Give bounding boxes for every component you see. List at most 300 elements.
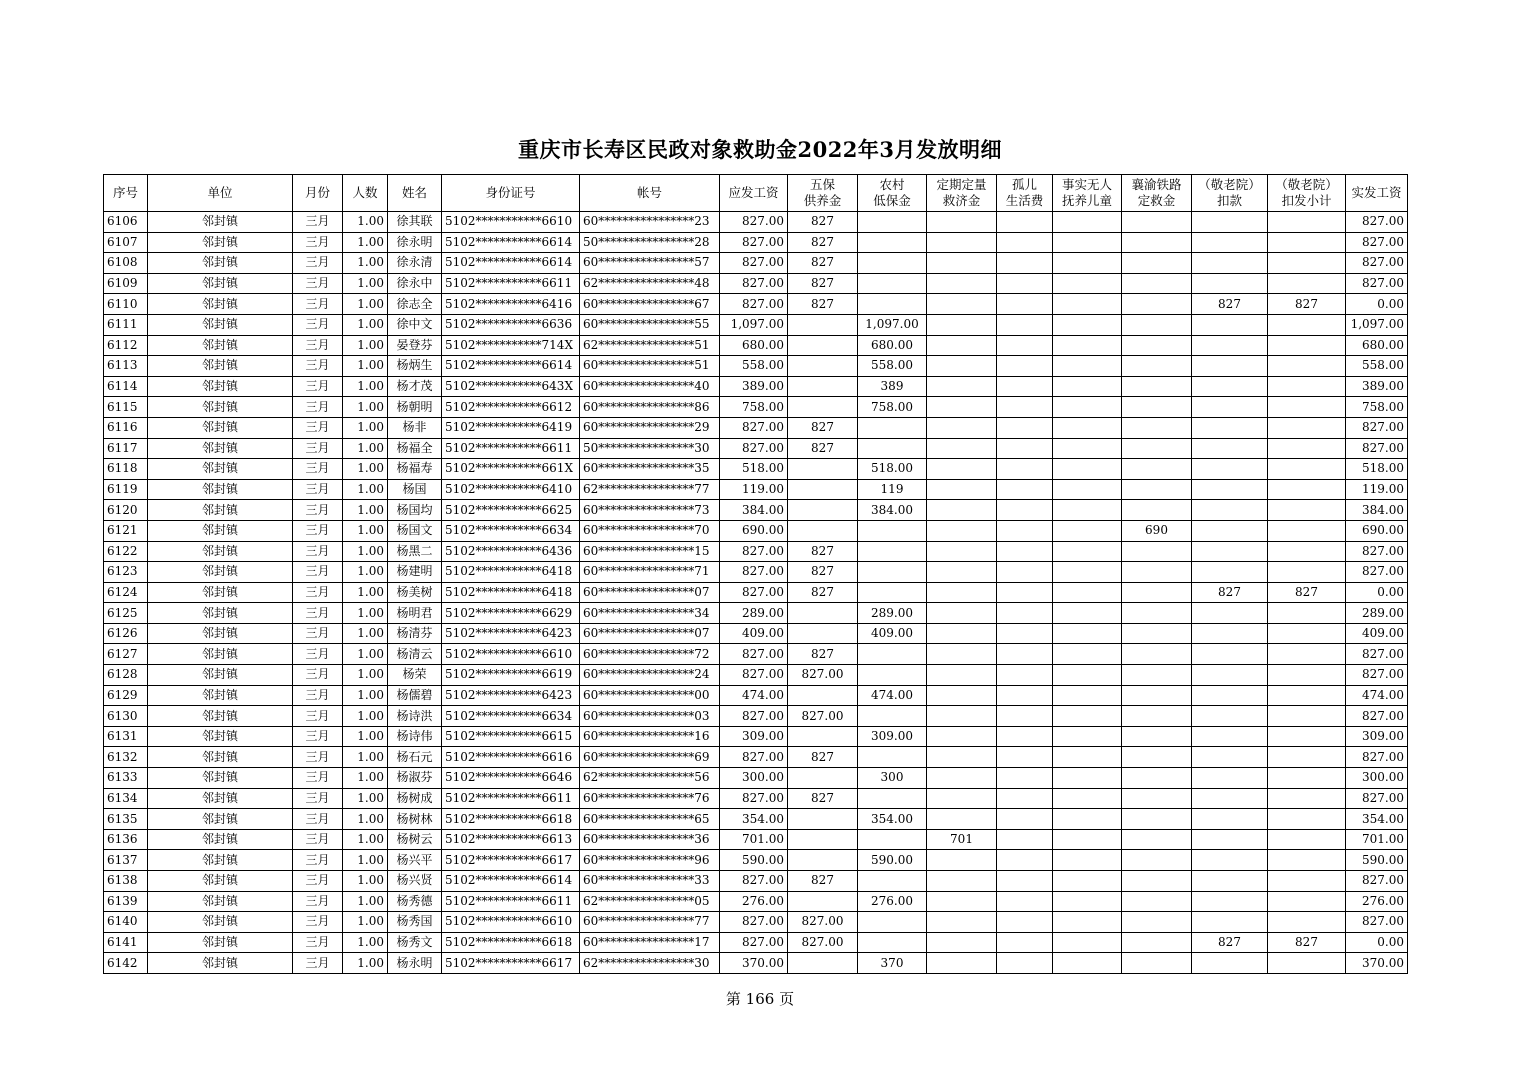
cell-name: 杨美树 bbox=[388, 582, 442, 603]
cell-account: 60****************24 bbox=[580, 665, 720, 686]
cell-id-number: 5102***********6617 bbox=[442, 850, 580, 871]
table-row bbox=[104, 500, 1408, 521]
cell-payable: 389.00 bbox=[720, 376, 788, 397]
cell-payable: 827.00 bbox=[720, 747, 788, 768]
cell-month: 三月 bbox=[293, 726, 343, 747]
table-row bbox=[104, 809, 1408, 830]
cell-nursing-subtotal bbox=[1268, 850, 1346, 871]
cell-orphan bbox=[997, 479, 1053, 500]
cell-nursing-subtotal bbox=[1268, 788, 1346, 809]
cell-account: 60****************65 bbox=[580, 809, 720, 830]
cell-account: 62****************51 bbox=[580, 335, 720, 356]
cell-railway-relief bbox=[1122, 644, 1192, 665]
cell-count: 1.00 bbox=[343, 788, 388, 809]
cell-nursing-subtotal: 827 bbox=[1268, 932, 1346, 953]
cell-id-number: 5102***********6618 bbox=[442, 809, 580, 830]
cell-seq: 6113 bbox=[104, 356, 148, 377]
cell-payable: 758.00 bbox=[720, 397, 788, 418]
cell-name: 杨炳生 bbox=[388, 356, 442, 377]
cell-month: 三月 bbox=[293, 932, 343, 953]
table-row bbox=[104, 768, 1408, 789]
cell-account: 60****************57 bbox=[580, 253, 720, 274]
cell-actual-pay: 370.00 bbox=[1346, 953, 1408, 974]
cell-wubao bbox=[788, 603, 858, 624]
cell-id-number: 5102***********6612 bbox=[442, 397, 580, 418]
cell-railway-relief bbox=[1122, 871, 1192, 892]
cell-actual-pay: 474.00 bbox=[1346, 685, 1408, 706]
cell-seq: 6133 bbox=[104, 768, 148, 789]
cell-orphan bbox=[997, 768, 1053, 789]
cell-payable: 370.00 bbox=[720, 953, 788, 974]
cell-name: 杨诗伟 bbox=[388, 726, 442, 747]
cell-month: 三月 bbox=[293, 871, 343, 892]
cell-nursing-subtotal: 827 bbox=[1268, 294, 1346, 315]
cell-payable: 289.00 bbox=[720, 603, 788, 624]
cell-dibao: 409.00 bbox=[858, 623, 927, 644]
cell-nursing-subtotal bbox=[1268, 623, 1346, 644]
cell-orphan bbox=[997, 582, 1053, 603]
cell-account: 60****************35 bbox=[580, 459, 720, 480]
cell-month: 三月 bbox=[293, 520, 343, 541]
cell-wubao bbox=[788, 809, 858, 830]
cell-count: 1.00 bbox=[343, 871, 388, 892]
cell-id-number: 5102***********6615 bbox=[442, 726, 580, 747]
cell-nursing-deduction bbox=[1192, 850, 1268, 871]
cell-seq: 6123 bbox=[104, 562, 148, 583]
cell-fixed-relief bbox=[927, 335, 997, 356]
cell-railway-relief bbox=[1122, 314, 1192, 335]
cell-dibao: 309.00 bbox=[858, 726, 927, 747]
cell-nursing-deduction bbox=[1192, 747, 1268, 768]
cell-seq: 6124 bbox=[104, 582, 148, 603]
header-name: 姓名 bbox=[388, 175, 442, 212]
cell-dibao: 590.00 bbox=[858, 850, 927, 871]
cell-nursing-deduction bbox=[1192, 685, 1268, 706]
cell-fixed-relief bbox=[927, 520, 997, 541]
cell-actual-pay: 276.00 bbox=[1346, 891, 1408, 912]
cell-name: 杨国 bbox=[388, 479, 442, 500]
cell-nursing-deduction bbox=[1192, 500, 1268, 521]
cell-orphan bbox=[997, 397, 1053, 418]
cell-account: 60****************23 bbox=[580, 212, 720, 233]
cell-seq: 6139 bbox=[104, 891, 148, 912]
cell-fixed-relief bbox=[927, 253, 997, 274]
cell-fixed-relief bbox=[927, 356, 997, 377]
cell-nursing-deduction bbox=[1192, 788, 1268, 809]
cell-id-number: 5102***********6614 bbox=[442, 871, 580, 892]
cell-count: 1.00 bbox=[343, 747, 388, 768]
cell-nursing-deduction bbox=[1192, 479, 1268, 500]
cell-account: 60****************29 bbox=[580, 417, 720, 438]
cell-unit: 邻封镇 bbox=[148, 459, 293, 480]
table-row bbox=[104, 314, 1408, 335]
cell-id-number: 5102***********6619 bbox=[442, 665, 580, 686]
cell-unsupported-child bbox=[1053, 541, 1122, 562]
cell-nursing-subtotal bbox=[1268, 253, 1346, 274]
cell-seq: 6114 bbox=[104, 376, 148, 397]
cell-orphan bbox=[997, 335, 1053, 356]
cell-actual-pay: 680.00 bbox=[1346, 335, 1408, 356]
cell-name: 杨儒碧 bbox=[388, 685, 442, 706]
cell-id-number: 5102***********6625 bbox=[442, 500, 580, 521]
cell-payable: 827.00 bbox=[720, 294, 788, 315]
cell-seq: 6116 bbox=[104, 417, 148, 438]
table-row bbox=[104, 417, 1408, 438]
cell-name: 徐永明 bbox=[388, 232, 442, 253]
cell-payable: 827.00 bbox=[720, 417, 788, 438]
cell-payable: 827.00 bbox=[720, 541, 788, 562]
cell-account: 60****************55 bbox=[580, 314, 720, 335]
cell-actual-pay: 558.00 bbox=[1346, 356, 1408, 377]
header-id-number: 身份证号 bbox=[442, 175, 580, 212]
cell-payable: 827.00 bbox=[720, 212, 788, 233]
cell-unit: 邻封镇 bbox=[148, 438, 293, 459]
cell-unit: 邻封镇 bbox=[148, 850, 293, 871]
cell-actual-pay: 701.00 bbox=[1346, 829, 1408, 850]
table-row bbox=[104, 912, 1408, 933]
cell-actual-pay: 409.00 bbox=[1346, 623, 1408, 644]
cell-seq: 6126 bbox=[104, 623, 148, 644]
cell-nursing-subtotal bbox=[1268, 314, 1346, 335]
cell-account: 60****************36 bbox=[580, 829, 720, 850]
cell-payable: 1,097.00 bbox=[720, 314, 788, 335]
cell-wubao bbox=[788, 623, 858, 644]
cell-seq: 6135 bbox=[104, 809, 148, 830]
cell-seq: 6106 bbox=[104, 212, 148, 233]
cell-dibao bbox=[858, 912, 927, 933]
cell-unsupported-child bbox=[1053, 273, 1122, 294]
cell-seq: 6134 bbox=[104, 788, 148, 809]
cell-count: 1.00 bbox=[343, 459, 388, 480]
cell-id-number: 5102***********6423 bbox=[442, 685, 580, 706]
cell-unsupported-child bbox=[1053, 417, 1122, 438]
cell-seq: 6108 bbox=[104, 253, 148, 274]
cell-account: 60****************16 bbox=[580, 726, 720, 747]
cell-wubao bbox=[788, 768, 858, 789]
cell-fixed-relief bbox=[927, 809, 997, 830]
cell-fixed-relief bbox=[927, 541, 997, 562]
cell-actual-pay: 0.00 bbox=[1346, 294, 1408, 315]
cell-count: 1.00 bbox=[343, 232, 388, 253]
cell-month: 三月 bbox=[293, 644, 343, 665]
cell-nursing-subtotal bbox=[1268, 232, 1346, 253]
cell-name: 杨才茂 bbox=[388, 376, 442, 397]
cell-id-number: 5102***********6646 bbox=[442, 768, 580, 789]
cell-unsupported-child bbox=[1053, 603, 1122, 624]
cell-unsupported-child bbox=[1053, 644, 1122, 665]
table-row bbox=[104, 871, 1408, 892]
cell-unsupported-child bbox=[1053, 788, 1122, 809]
cell-wubao: 827 bbox=[788, 562, 858, 583]
cell-orphan bbox=[997, 623, 1053, 644]
cell-actual-pay: 827.00 bbox=[1346, 232, 1408, 253]
cell-fixed-relief bbox=[927, 232, 997, 253]
cell-wubao: 827 bbox=[788, 253, 858, 274]
cell-payable: 384.00 bbox=[720, 500, 788, 521]
table-row bbox=[104, 623, 1408, 644]
cell-fixed-relief bbox=[927, 314, 997, 335]
cell-orphan bbox=[997, 912, 1053, 933]
cell-payable: 827.00 bbox=[720, 253, 788, 274]
cell-month: 三月 bbox=[293, 253, 343, 274]
cell-railway-relief bbox=[1122, 809, 1192, 830]
cell-name: 杨福全 bbox=[388, 438, 442, 459]
cell-fixed-relief bbox=[927, 850, 997, 871]
cell-dibao: 758.00 bbox=[858, 397, 927, 418]
cell-wubao: 827.00 bbox=[788, 912, 858, 933]
cell-account: 60****************07 bbox=[580, 623, 720, 644]
cell-nursing-deduction bbox=[1192, 953, 1268, 974]
cell-orphan bbox=[997, 417, 1053, 438]
cell-month: 三月 bbox=[293, 335, 343, 356]
cell-id-number: 5102***********6611 bbox=[442, 273, 580, 294]
cell-unit: 邻封镇 bbox=[148, 520, 293, 541]
cell-wubao bbox=[788, 850, 858, 871]
cell-wubao: 827 bbox=[788, 788, 858, 809]
cell-seq: 6117 bbox=[104, 438, 148, 459]
cell-id-number: 5102***********6629 bbox=[442, 603, 580, 624]
cell-orphan bbox=[997, 232, 1053, 253]
cell-seq: 6138 bbox=[104, 871, 148, 892]
cell-account: 60****************40 bbox=[580, 376, 720, 397]
cell-account: 60****************73 bbox=[580, 500, 720, 521]
cell-nursing-deduction bbox=[1192, 520, 1268, 541]
cell-dibao bbox=[858, 644, 927, 665]
cell-nursing-subtotal bbox=[1268, 520, 1346, 541]
cell-railway-relief bbox=[1122, 212, 1192, 233]
cell-count: 1.00 bbox=[343, 541, 388, 562]
cell-unsupported-child bbox=[1053, 376, 1122, 397]
cell-nursing-deduction bbox=[1192, 706, 1268, 727]
cell-wubao bbox=[788, 459, 858, 480]
cell-id-number: 5102***********6614 bbox=[442, 253, 580, 274]
cell-unsupported-child bbox=[1053, 891, 1122, 912]
cell-name: 杨朝明 bbox=[388, 397, 442, 418]
cell-month: 三月 bbox=[293, 376, 343, 397]
cell-fixed-relief bbox=[927, 788, 997, 809]
cell-count: 1.00 bbox=[343, 314, 388, 335]
table-row bbox=[104, 644, 1408, 665]
cell-unit: 邻封镇 bbox=[148, 253, 293, 274]
cell-month: 三月 bbox=[293, 603, 343, 624]
cell-unit: 邻封镇 bbox=[148, 788, 293, 809]
cell-orphan bbox=[997, 253, 1053, 274]
cell-name: 杨兴平 bbox=[388, 850, 442, 871]
cell-unit: 邻封镇 bbox=[148, 376, 293, 397]
cell-railway-relief bbox=[1122, 397, 1192, 418]
cell-seq: 6142 bbox=[104, 953, 148, 974]
cell-payable: 276.00 bbox=[720, 891, 788, 912]
cell-name: 杨清云 bbox=[388, 644, 442, 665]
cell-unit: 邻封镇 bbox=[148, 953, 293, 974]
cell-name: 杨永明 bbox=[388, 953, 442, 974]
cell-month: 三月 bbox=[293, 438, 343, 459]
table-row bbox=[104, 273, 1408, 294]
cell-payable: 827.00 bbox=[720, 562, 788, 583]
cell-name: 杨秀德 bbox=[388, 891, 442, 912]
cell-unsupported-child bbox=[1053, 829, 1122, 850]
cell-unsupported-child bbox=[1053, 747, 1122, 768]
cell-nursing-deduction bbox=[1192, 438, 1268, 459]
cell-nursing-subtotal bbox=[1268, 706, 1346, 727]
cell-nursing-subtotal bbox=[1268, 912, 1346, 933]
cell-actual-pay: 0.00 bbox=[1346, 932, 1408, 953]
cell-nursing-deduction bbox=[1192, 253, 1268, 274]
cell-seq: 6136 bbox=[104, 829, 148, 850]
cell-id-number: 5102***********6419 bbox=[442, 417, 580, 438]
cell-count: 1.00 bbox=[343, 397, 388, 418]
cell-id-number: 5102***********6611 bbox=[442, 891, 580, 912]
cell-dibao bbox=[858, 788, 927, 809]
cell-orphan bbox=[997, 500, 1053, 521]
cell-actual-pay: 827.00 bbox=[1346, 273, 1408, 294]
cell-nursing-subtotal bbox=[1268, 603, 1346, 624]
table-body bbox=[104, 212, 1408, 974]
cell-unsupported-child bbox=[1053, 623, 1122, 644]
table-row bbox=[104, 479, 1408, 500]
cell-fixed-relief bbox=[927, 459, 997, 480]
cell-wubao: 827 bbox=[788, 871, 858, 892]
cell-unit: 邻封镇 bbox=[148, 541, 293, 562]
cell-account: 60****************03 bbox=[580, 706, 720, 727]
cell-nursing-deduction bbox=[1192, 912, 1268, 933]
header-payable: 应发工资 bbox=[720, 175, 788, 212]
cell-orphan bbox=[997, 829, 1053, 850]
cell-nursing-subtotal bbox=[1268, 417, 1346, 438]
cell-unsupported-child bbox=[1053, 397, 1122, 418]
cell-unsupported-child bbox=[1053, 459, 1122, 480]
cell-actual-pay: 518.00 bbox=[1346, 459, 1408, 480]
cell-name: 杨淑芬 bbox=[388, 768, 442, 789]
cell-wubao: 827 bbox=[788, 438, 858, 459]
cell-orphan bbox=[997, 459, 1053, 480]
cell-account: 60****************69 bbox=[580, 747, 720, 768]
cell-count: 1.00 bbox=[343, 685, 388, 706]
cell-nursing-subtotal bbox=[1268, 500, 1346, 521]
cell-id-number: 5102***********6634 bbox=[442, 520, 580, 541]
cell-month: 三月 bbox=[293, 953, 343, 974]
cell-account: 62****************30 bbox=[580, 953, 720, 974]
cell-name: 杨秀国 bbox=[388, 912, 442, 933]
cell-name: 杨石元 bbox=[388, 747, 442, 768]
cell-fixed-relief bbox=[927, 912, 997, 933]
cell-actual-pay: 827.00 bbox=[1346, 871, 1408, 892]
cell-payable: 827.00 bbox=[720, 871, 788, 892]
cell-dibao: 276.00 bbox=[858, 891, 927, 912]
cell-actual-pay: 309.00 bbox=[1346, 726, 1408, 747]
cell-actual-pay: 827.00 bbox=[1346, 253, 1408, 274]
cell-unsupported-child bbox=[1053, 582, 1122, 603]
cell-orphan bbox=[997, 294, 1053, 315]
cell-month: 三月 bbox=[293, 788, 343, 809]
cell-nursing-deduction bbox=[1192, 541, 1268, 562]
cell-name: 杨国均 bbox=[388, 500, 442, 521]
cell-railway-relief bbox=[1122, 562, 1192, 583]
cell-dibao bbox=[858, 665, 927, 686]
cell-id-number: 5102***********6614 bbox=[442, 356, 580, 377]
cell-railway-relief bbox=[1122, 706, 1192, 727]
cell-railway-relief bbox=[1122, 232, 1192, 253]
cell-name: 徐永清 bbox=[388, 253, 442, 274]
cell-seq: 6140 bbox=[104, 912, 148, 933]
cell-fixed-relief: 701 bbox=[927, 829, 997, 850]
cell-wubao: 827 bbox=[788, 294, 858, 315]
cell-wubao bbox=[788, 520, 858, 541]
cell-railway-relief bbox=[1122, 335, 1192, 356]
cell-nursing-deduction bbox=[1192, 768, 1268, 789]
cell-nursing-deduction bbox=[1192, 212, 1268, 233]
cell-id-number: 5102***********6616 bbox=[442, 747, 580, 768]
cell-wubao bbox=[788, 953, 858, 974]
cell-actual-pay: 384.00 bbox=[1346, 500, 1408, 521]
cell-month: 三月 bbox=[293, 562, 343, 583]
cell-count: 1.00 bbox=[343, 829, 388, 850]
cell-actual-pay: 119.00 bbox=[1346, 479, 1408, 500]
cell-actual-pay: 389.00 bbox=[1346, 376, 1408, 397]
cell-unit: 邻封镇 bbox=[148, 562, 293, 583]
cell-unit: 邻封镇 bbox=[148, 314, 293, 335]
cell-month: 三月 bbox=[293, 829, 343, 850]
cell-dibao bbox=[858, 829, 927, 850]
cell-fixed-relief bbox=[927, 623, 997, 644]
cell-account: 60****************72 bbox=[580, 644, 720, 665]
table-row bbox=[104, 459, 1408, 480]
cell-payable: 701.00 bbox=[720, 829, 788, 850]
cell-count: 1.00 bbox=[343, 706, 388, 727]
cell-unit: 邻封镇 bbox=[148, 768, 293, 789]
cell-month: 三月 bbox=[293, 541, 343, 562]
cell-name: 杨非 bbox=[388, 417, 442, 438]
cell-dibao bbox=[858, 520, 927, 541]
cell-actual-pay: 827.00 bbox=[1346, 438, 1408, 459]
cell-nursing-subtotal bbox=[1268, 747, 1346, 768]
cell-account: 60****************77 bbox=[580, 912, 720, 933]
table-row bbox=[104, 212, 1408, 233]
cell-unit: 邻封镇 bbox=[148, 212, 293, 233]
header-dibao: 农村 低保金 bbox=[858, 175, 927, 212]
cell-count: 1.00 bbox=[343, 335, 388, 356]
cell-nursing-subtotal bbox=[1268, 685, 1346, 706]
cell-fixed-relief bbox=[927, 417, 997, 438]
cell-count: 1.00 bbox=[343, 912, 388, 933]
table-row bbox=[104, 520, 1408, 541]
table-row bbox=[104, 438, 1408, 459]
cell-unsupported-child bbox=[1053, 685, 1122, 706]
cell-nursing-subtotal bbox=[1268, 562, 1346, 583]
header-count: 人数 bbox=[343, 175, 388, 212]
cell-orphan bbox=[997, 644, 1053, 665]
cell-seq: 6109 bbox=[104, 273, 148, 294]
cell-dibao: 370 bbox=[858, 953, 927, 974]
cell-id-number: 5102***********6416 bbox=[442, 294, 580, 315]
cell-unit: 邻封镇 bbox=[148, 603, 293, 624]
cell-account: 62****************05 bbox=[580, 891, 720, 912]
cell-wubao bbox=[788, 356, 858, 377]
cell-fixed-relief bbox=[927, 665, 997, 686]
cell-fixed-relief bbox=[927, 479, 997, 500]
cell-unsupported-child bbox=[1053, 479, 1122, 500]
cell-dibao bbox=[858, 417, 927, 438]
cell-wubao bbox=[788, 500, 858, 521]
cell-actual-pay: 590.00 bbox=[1346, 850, 1408, 871]
table-row bbox=[104, 850, 1408, 871]
cell-fixed-relief bbox=[927, 891, 997, 912]
cell-wubao bbox=[788, 397, 858, 418]
cell-railway-relief bbox=[1122, 376, 1192, 397]
cell-orphan bbox=[997, 726, 1053, 747]
cell-actual-pay: 1,097.00 bbox=[1346, 314, 1408, 335]
cell-unit: 邻封镇 bbox=[148, 726, 293, 747]
